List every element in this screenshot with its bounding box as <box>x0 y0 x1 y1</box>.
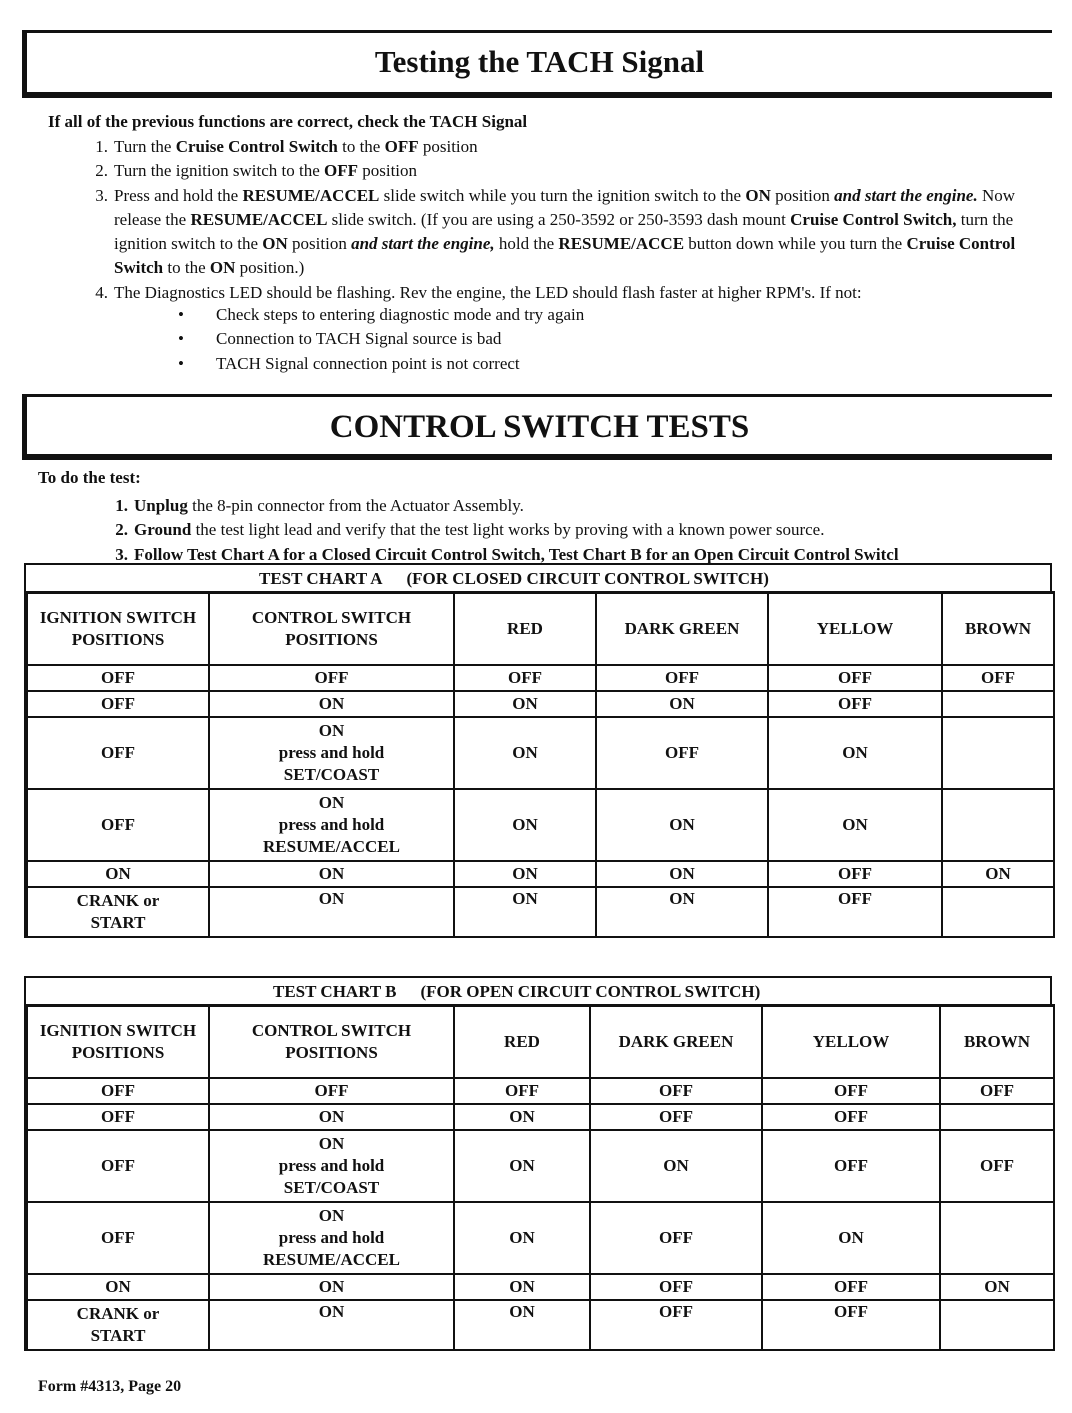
table-row: OFF ON press and hold SET/COAST ON OFF ON <box>26 717 1054 789</box>
tach-step-2: 2. Turn the ignition switch to the OFF position <box>95 161 418 181</box>
table-row: OFF OFF OFF OFF OFF OFF <box>26 665 1054 691</box>
test-chart-b <box>24 976 1052 1351</box>
control-step-3: 3. Follow Test Chart A for a Closed Circuit Control Switch, Test Chart B for an Open Circuit Control Switcl <box>115 544 899 564</box>
control-section-title: CONTROL SWITCH TESTS <box>22 394 1052 460</box>
tach-intro: If all of the previous functions are correct, check the TACH Signal <box>48 112 528 131</box>
tach-check-item: • Connection to TACH Signal source is bad <box>176 327 584 351</box>
col-brown: BROWN <box>940 1006 1054 1079</box>
col-red: RED <box>454 1006 590 1079</box>
col-control: CONTROL SWITCH POSITIONS <box>209 593 454 666</box>
tach-checklist <box>176 303 584 376</box>
table-row: ON ON ON ON OFF ON <box>26 861 1054 887</box>
chart-a-table <box>24 591 1055 938</box>
chart-b-title: TEST CHART B (FOR OPEN CIRCUIT CONTROL SWITCH) <box>24 976 1052 1004</box>
table-row: OFF OFF OFF OFF OFF OFF <box>26 1078 1054 1104</box>
tach-section-title: Testing the TACH Signal <box>22 30 1052 98</box>
chart-a-title: TEST CHART A (FOR CLOSED CIRCUIT CONTROL SWITCH) <box>24 563 1052 591</box>
tach-check-item: • TACH Signal connection point is not correct <box>176 352 584 376</box>
table-row: OFF ON ON ON OFF <box>26 691 1054 717</box>
tach-step-3: 3. Press and hold the RESUME/ACCEL slide switch while you turn the ignition switch to the ON position and start the engine. Now release the RESUME/ACCEL slide switch. (If you are using a 250-3592 or 250-3593 dash mount Cruise Control Switch, turn the ignition switch to the ON position and start the engine, hold the RESUME/ACCE button down while you turn the Cruise Control Switch to the ON position.) <box>95 185 1016 278</box>
tach-check-item: • Check steps to entering diagnostic mode and try again <box>176 303 584 327</box>
table-row: ON ON ON OFF OFF ON <box>26 1274 1054 1300</box>
tach-steps <box>88 135 1058 305</box>
col-control: CONTROL SWITCH POSITIONS <box>209 1006 454 1079</box>
table-row: OFF ON press and hold RESUME/ACCEL ON OFF ON <box>26 1202 1054 1274</box>
chart-b-table <box>24 1004 1055 1351</box>
tach-step-1: 1. Turn the Cruise Control Switch to the OFF position <box>95 137 478 156</box>
table-header-row <box>26 593 1054 666</box>
table-row: CRANK or START ON ON ON OFF <box>26 887 1054 937</box>
control-step-1: 1. Unplug the 8-pin connector from the Actuator Assembly. <box>115 496 524 515</box>
page-footer: Form #4313, Page 20 <box>38 1378 182 1395</box>
col-yellow: YELLOW <box>762 1006 940 1079</box>
todo-heading: To do the test: <box>38 468 141 487</box>
control-step-2: 2. Ground the test light lead and verify that the test light works by proving with a known power source. <box>115 520 825 540</box>
col-dark-green: DARK GREEN <box>596 593 768 666</box>
col-ignition: IGNITION SWITCH POSITIONS <box>26 1006 209 1079</box>
col-brown: BROWN <box>942 593 1054 666</box>
col-ignition: IGNITION SWITCH POSITIONS <box>26 593 209 666</box>
table-row: CRANK or START ON ON OFF OFF <box>26 1300 1054 1350</box>
table-row: OFF ON press and hold SET/COAST ON ON OFF OFF <box>26 1130 1054 1202</box>
tach-step-4: 4. The Diagnostics LED should be flashing. Rev the engine, the LED should flash faster at higher RPM's. If not: <box>95 282 862 302</box>
table-row: OFF ON press and hold RESUME/ACCEL ON ON ON <box>26 789 1054 861</box>
col-dark-green: DARK GREEN <box>590 1006 762 1079</box>
test-chart-a <box>24 563 1052 938</box>
table-row: OFF ON ON OFF OFF <box>26 1104 1054 1130</box>
control-steps <box>108 494 1058 567</box>
col-yellow: YELLOW <box>768 593 942 666</box>
table-header-row <box>26 1006 1054 1079</box>
col-red: RED <box>454 593 596 666</box>
